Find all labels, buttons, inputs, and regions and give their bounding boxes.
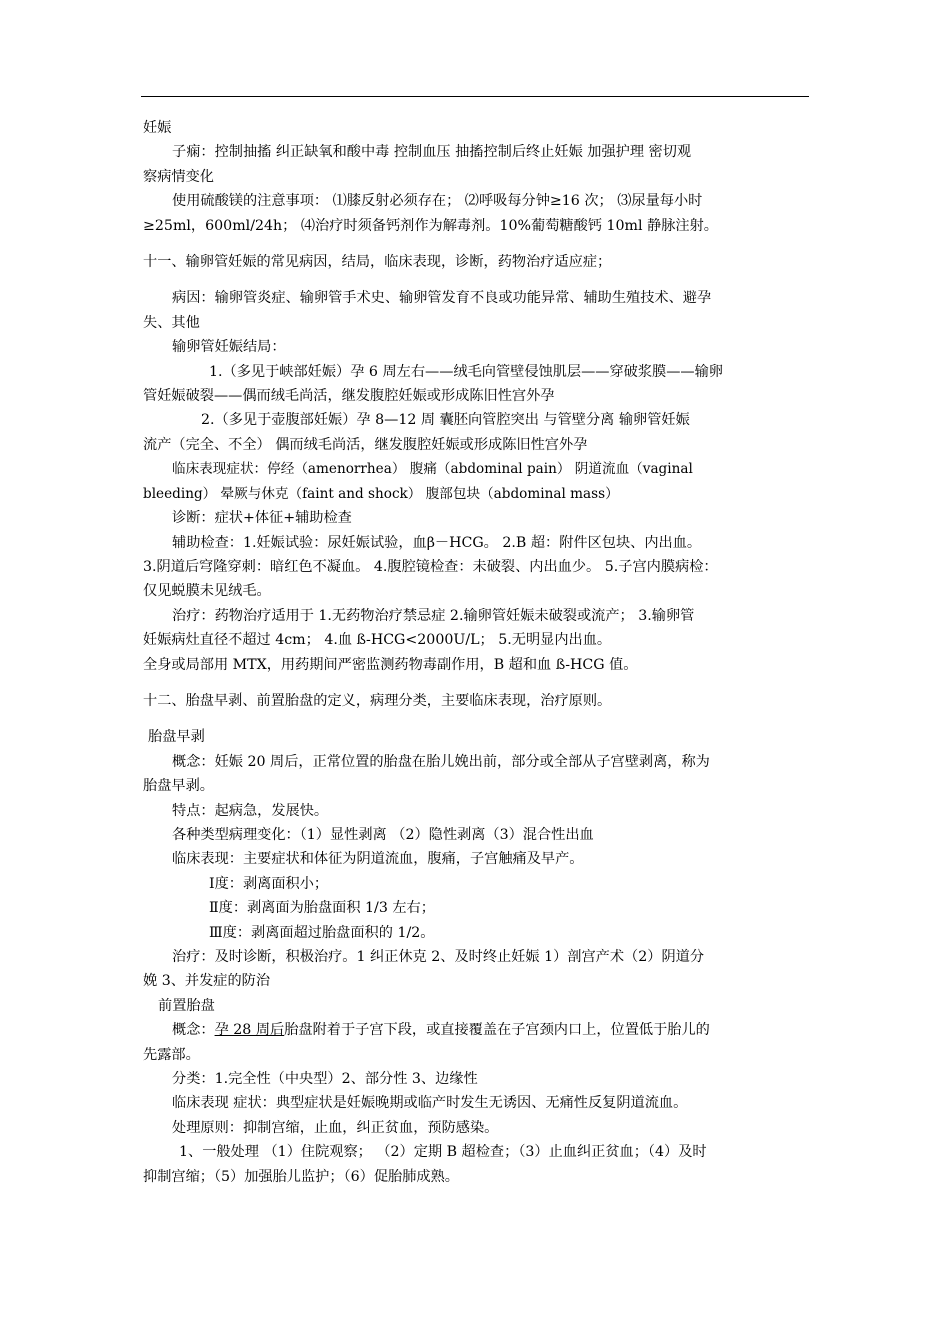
label-text: 概念： xyxy=(172,1022,215,1039)
text-line: 概念：妊娠 20 周后，正常位置的胎盘在胎儿娩出前，部分或全部从子宫壁剥离，称为 xyxy=(172,753,710,770)
underlined-text: 孕 28 周后 xyxy=(214,1022,285,1039)
paragraph-gap xyxy=(143,238,811,250)
text-line: 处理原则：抑制宫缩，止血，纠正贫血，预防感染。 xyxy=(172,1119,499,1136)
text-line: Ⅲ度：剥离面超过胎盘面积的 1/2。 xyxy=(209,924,435,941)
text-line: 娩 3、并发症的防治 xyxy=(143,973,271,990)
text-line: 各种类型病理变化：（1）显性剥离 （2）隐性剥离（3）混合性出血 xyxy=(172,826,594,843)
text-line: 临床表现 症状：典型症状是妊娠晚期或临产时发生无诱因、无痛性反复阴道流血。 xyxy=(172,1095,688,1112)
text-line xyxy=(143,1018,811,1042)
text-line: 诊断：症状+体征+辅助检查 xyxy=(172,510,352,527)
text-line: 临床表现症状：停经（amenorrhea） 腹痛（abdominal pain） 阴道流血（vaginal xyxy=(172,461,693,478)
paragraph-gap xyxy=(143,713,811,725)
text-line: 治疗：药物治疗适用于 1.无药物治疗禁忌症 2.输卵管妊娠未破裂或流产； 3.输卵管 xyxy=(172,607,695,624)
text-line: 妊娠 xyxy=(143,120,172,136)
text-line: 2.（多见于壶腹部妊娠）孕 8—12 周 囊胚向管腔突出 与管壁分离 输卵管妊娠 xyxy=(201,412,690,429)
text-line: 先露部。 xyxy=(143,1046,200,1063)
subsection-heading: 胎盘早剥 xyxy=(148,729,205,746)
text-line: 妊娠病灶直径不超过 4cm； 4.血 ß-HCG<2000U/L； 5.无明显内出血。 xyxy=(143,632,612,649)
paragraph-gap xyxy=(143,677,811,689)
text-line: 特点：起病急，发展快。 xyxy=(172,802,329,819)
text-line: 失、其他 xyxy=(143,314,200,331)
text-line: 使用硫酸镁的注意事项： ⑴膝反射必须存在； ⑵呼吸每分钟≥16 次； ⑶尿量每小时 xyxy=(172,193,703,210)
text-line: 3.阴道后穹隆穿刺：暗红色不凝血。 4.腹腔镜检查：未破裂、内出血少。 5.子宫内膜病检： xyxy=(143,558,718,575)
text-line: 子痫：控制抽搐 纠正缺氧和酸中毒 控制血压 抽搐控制后终止妊娠 加强护理 密切观 xyxy=(172,144,692,161)
text-line: 分类：1.完全性（中央型）2、部分性 3、边缘性 xyxy=(172,1071,478,1088)
text-line: 抑制宫缩；（5）加强胎儿监护；（6）促胎肺成熟。 xyxy=(143,1168,459,1185)
document-body xyxy=(143,116,811,1189)
text-line: 临床表现：主要症状和体征为阴道流血，腹痛，子宫触痛及早产。 xyxy=(172,851,584,868)
text-line: 管妊娠破裂——偶而绒毛尚活，继发腹腔妊娠或形成陈旧性宫外孕 xyxy=(143,388,555,405)
body-text: 胎盘附着于子宫下段，或直接覆盖在子宫颈内口上，位置低于胎儿的 xyxy=(284,1022,710,1039)
text-line: 仅见蜕膜未见绒毛。 xyxy=(143,583,271,600)
text-line: 全身或局部用 MTX，用药期间严密监测药物毒副作用，B 超和血 ß-HCG 值。 xyxy=(143,656,638,673)
text-line: 流产（完全、不全） 偶而绒毛尚活，继发腹腔妊娠或形成陈旧性宫外孕 xyxy=(143,436,588,453)
paragraph-gap xyxy=(143,274,811,286)
section-heading: 十一、输卵管妊娠的常见病因，结局，临床表现，诊断，药物治疗适应症； xyxy=(143,254,612,271)
text-line: 治疗：及时诊断，积极治疗。1 纠正休克 2、及时终止妊娠 1）剖宫产术（2）阴道分 xyxy=(172,949,705,965)
text-line: 胎盘早剥。 xyxy=(143,778,214,795)
header-rule xyxy=(141,96,809,97)
text-line: bleeding） 晕厥与休克（faint and shock） 腹部包块（abdominal mass） xyxy=(143,485,619,502)
subsection-heading: 前置胎盘 xyxy=(158,997,215,1014)
text-line: 1、一般处理 （1）住院观察； （2）定期 B 超检查；（3）止血纠正贫血；（4）及时 xyxy=(179,1144,707,1161)
text-line: 1.（多见于峡部妊娠）孕 6 周左右——绒毛向管壁侵蚀肌层——穿破浆膜——输卵 xyxy=(209,363,723,380)
text-line: 病因：输卵管炎症、输卵管手术史、输卵管发育不良或功能异常、辅助生殖技术、避孕 xyxy=(172,290,712,307)
section-heading: 十二、胎盘早剥、前置胎盘的定义，病理分类，主要临床表现，治疗原则。 xyxy=(143,692,612,709)
text-line: ≥25ml，600ml/24h； ⑷治疗时须备钙剂作为解毒剂。10%葡萄糖酸钙 10ml 静脉注射。 xyxy=(143,217,718,234)
text-line: 输卵管妊娠结局： xyxy=(172,339,286,356)
text-line: Ⅰ度：剥离面积小； xyxy=(209,875,329,892)
text-line: Ⅱ度：剥离面为胎盘面积 1/3 左右； xyxy=(209,900,435,917)
text-line: 辅助检查：1.妊娠试验：尿妊娠试验，血β－HCG。 2.B 超：附件区包块、内出血。 xyxy=(172,534,702,551)
text-line: 察病情变化 xyxy=(143,168,214,185)
